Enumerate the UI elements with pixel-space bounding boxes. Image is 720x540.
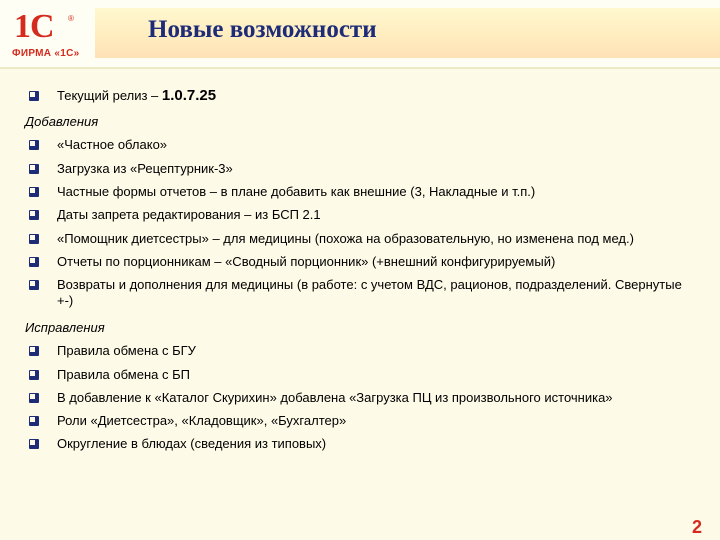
page-number: 2 <box>691 517 702 537</box>
bullet-icon <box>29 257 39 267</box>
bullet-icon <box>29 210 39 220</box>
bullet-icon <box>29 370 39 380</box>
list-item-text: Правила обмена с БГУ <box>57 343 196 358</box>
logo-registered-mark: ® <box>68 14 74 23</box>
list-item-text: В добавление к «Каталог Скурихин» добавлена «Загрузка ПЦ из произвольного источника» <box>57 390 613 405</box>
bullet-icon <box>29 140 39 150</box>
bullet-icon <box>29 439 39 449</box>
company-logo <box>6 6 86 64</box>
bullet-icon <box>29 346 39 356</box>
list-item-text: Возвраты и дополнения для медицины (в работе: с учетом ВДС, рационов, подразделений. Свернутые +-) <box>57 277 682 308</box>
bullet-icon <box>29 280 39 290</box>
list-item-text: Загрузка из «Рецептурник-3» <box>57 161 233 176</box>
logo-glyph: 1С <box>14 8 54 45</box>
list-item-text: «Помощник диетсестры» – для медицины (похожа на образовательную, но изменена под мед.) <box>57 231 634 246</box>
list-item-text: Частные формы отчетов – в плане добавить как внешние (3, Накладные и т.п.) <box>57 184 536 199</box>
list-item-text: Округление в блюдах (сведения из типовых) <box>57 436 327 451</box>
bullet-icon <box>29 164 39 174</box>
list-item-text: Правила обмена с БП <box>57 367 190 382</box>
bullet-icon <box>29 91 39 101</box>
list-item-text: «Частное облако» <box>57 137 168 152</box>
slide-header <box>0 0 720 67</box>
list-item-text: Даты запрета редактирования – из БСП 2.1 <box>57 207 321 222</box>
bullet-icon <box>29 187 39 197</box>
bullet-icon <box>29 393 39 403</box>
release-label: Текущий релиз – <box>57 88 162 103</box>
slide-title: Новые возможности <box>148 16 377 43</box>
header-divider <box>0 67 720 69</box>
bullet-icon <box>29 416 39 426</box>
section-heading-fixes: Исправления <box>25 320 105 335</box>
list-item-text: Роли «Диетсестра», «Кладовщик», «Бухгалтер» <box>57 413 347 428</box>
logo-firm-name: ФИРМА «1С» <box>12 48 80 59</box>
bullet-icon <box>29 234 39 244</box>
release-version: 1.0.7.25 <box>161 87 217 104</box>
section-heading-additions: Добавления <box>25 114 99 129</box>
release-text <box>57 88 216 104</box>
list-item-text: Отчеты по порционникам – «Сводный порционник» (+внешний конфигурируемый) <box>57 254 556 269</box>
